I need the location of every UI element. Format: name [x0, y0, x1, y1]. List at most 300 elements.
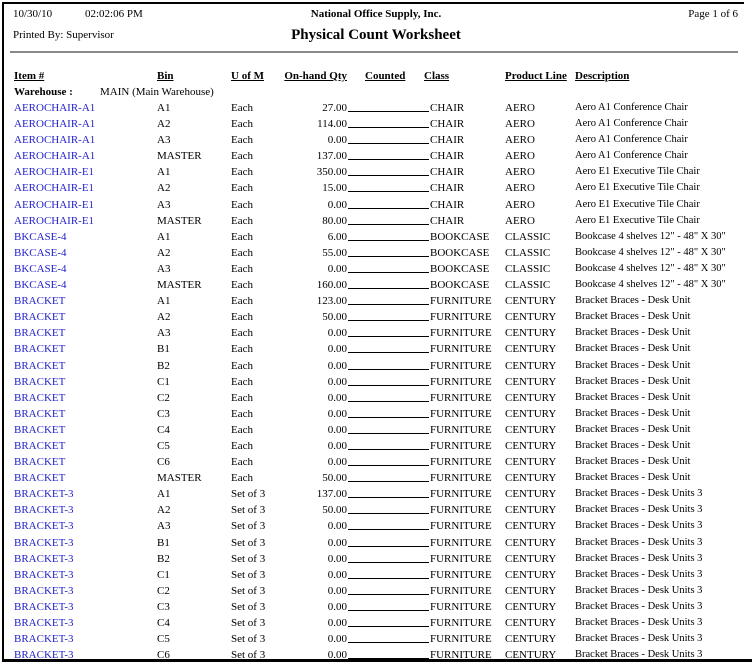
item-link[interactable]: BKCASE-4: [14, 279, 67, 292]
product-line-cell: AERO: [505, 182, 535, 195]
product-line-cell: CENTURY: [505, 456, 557, 469]
counted-cell: [347, 341, 430, 357]
class-cell: FURNITURE: [430, 536, 492, 549]
bin-cell: C3: [157, 600, 170, 613]
description-cell: Bookcase 4 shelves 12" - 48" X 30": [575, 262, 726, 274]
counted-cell: [347, 486, 430, 502]
uom-cell: Set of 3: [231, 520, 266, 533]
item-link[interactable]: AEROCHAIR-E1: [14, 182, 95, 195]
description-cell: Bracket Braces - Desk Unit: [575, 343, 691, 355]
counted-cell: [347, 551, 430, 567]
counted-write-in-line: [348, 374, 429, 386]
printed-by: Printed By: Supervisor: [13, 29, 114, 41]
counted-write-in-line: [348, 470, 429, 482]
product-line-cell: CENTURY: [505, 617, 557, 629]
item-link[interactable]: BRACKET: [14, 295, 66, 308]
item-link[interactable]: BRACKET-3: [14, 488, 74, 501]
item-link[interactable]: BRACKET: [14, 407, 66, 420]
item-link[interactable]: BRACKET: [14, 472, 66, 485]
onhand-qty-cell: 50.00: [322, 311, 347, 324]
product-line-cell: CENTURY: [505, 295, 557, 308]
table-row: [0, 148, 752, 164]
item-link[interactable]: BKCASE-4: [14, 246, 67, 259]
product-line-cell: CENTURY: [505, 633, 557, 646]
uom-cell: Each: [231, 279, 253, 292]
warehouse-value: MAIN (Main Warehouse): [100, 86, 214, 98]
table-row: [0, 647, 752, 663]
class-cell: FURNITURE: [430, 649, 492, 662]
table-row: [0, 486, 752, 502]
table-row: [0, 502, 752, 518]
counted-cell: [347, 502, 430, 518]
counted-cell: [347, 406, 430, 422]
uom-cell: Each: [231, 423, 253, 436]
item-link[interactable]: BRACKET: [14, 423, 66, 436]
uom-cell: Each: [231, 375, 253, 388]
counted-cell: [347, 631, 430, 647]
description-cell: Aero E1 Executive Tile Chair: [575, 214, 700, 226]
counted-write-in-line: [348, 213, 429, 225]
bin-cell: C2: [157, 584, 170, 597]
item-link[interactable]: BRACKET: [14, 439, 66, 452]
report-date: 10/30/10: [13, 8, 53, 20]
description-cell: Bracket Braces - Desk Units 3: [575, 584, 703, 596]
uom-cell: Set of 3: [231, 633, 266, 646]
table-row: [0, 116, 752, 132]
class-cell: BOOKCASE: [430, 279, 490, 292]
counted-cell: [347, 100, 430, 116]
onhand-qty-cell: 80.00: [322, 214, 347, 227]
item-link[interactable]: BRACKET-3: [14, 536, 74, 549]
column-header-product-line: Product Line: [505, 70, 567, 82]
bin-cell: MASTER: [157, 214, 202, 227]
class-cell: FURNITURE: [430, 423, 492, 436]
class-cell: CHAIR: [430, 182, 465, 195]
bin-cell: A2: [157, 504, 171, 517]
item-link[interactable]: BRACKET-3: [14, 552, 74, 565]
bin-cell: A3: [157, 327, 171, 340]
uom-cell: Set of 3: [231, 488, 266, 501]
product-line-cell: CENTURY: [505, 520, 557, 533]
counted-cell: [347, 518, 430, 534]
counted-cell: [347, 180, 430, 196]
description-cell: Bracket Braces - Desk Unit: [575, 311, 691, 323]
item-link[interactable]: AEROCHAIR-E1: [14, 198, 95, 211]
counted-cell: [347, 470, 430, 486]
bin-cell: B2: [157, 552, 170, 565]
bin-cell: C1: [157, 375, 170, 388]
class-cell: FURNITURE: [430, 456, 492, 469]
column-header-uom: U of M: [231, 70, 264, 82]
bin-cell: A3: [157, 520, 171, 533]
table-row: [0, 374, 752, 390]
onhand-qty-cell: 0.00: [327, 617, 347, 629]
item-link[interactable]: AEROCHAIR-A1: [14, 102, 96, 114]
bin-cell: MASTER: [157, 279, 202, 292]
bin-cell: C2: [157, 391, 170, 404]
counted-cell: [347, 229, 430, 245]
table-row: [0, 518, 752, 534]
counted-cell: [347, 615, 430, 631]
uom-cell: Each: [231, 230, 253, 243]
counted-write-in-line: [348, 341, 429, 353]
table-row: [0, 245, 752, 261]
item-link[interactable]: BRACKET-3: [14, 504, 74, 517]
onhand-qty-cell: 0.00: [327, 552, 347, 565]
table-row: [0, 309, 752, 325]
product-line-cell: CENTURY: [505, 423, 557, 436]
product-line-cell: CENTURY: [505, 584, 557, 597]
counted-write-in-line: [348, 583, 429, 595]
bin-cell: C4: [157, 423, 170, 436]
uom-cell: Each: [231, 214, 253, 227]
bin-cell: B1: [157, 536, 170, 549]
table-row: [0, 551, 752, 567]
bin-cell: A2: [157, 182, 171, 195]
counted-cell: [347, 535, 430, 551]
item-link[interactable]: AEROCHAIR-A1: [14, 150, 96, 163]
counted-write-in-line: [348, 502, 429, 514]
description-cell: Bracket Braces - Desk Units 3: [575, 552, 703, 564]
class-cell: FURNITURE: [430, 407, 492, 420]
table-row: [0, 197, 752, 213]
counted-cell: [347, 374, 430, 390]
class-cell: FURNITURE: [430, 439, 492, 452]
counted-cell: [347, 647, 430, 663]
counted-write-in-line: [348, 197, 429, 209]
table-row: [0, 567, 752, 583]
table-row: [0, 293, 752, 309]
table-row: [0, 164, 752, 180]
table-row: [0, 180, 752, 196]
product-line-cell: CENTURY: [505, 600, 557, 613]
onhand-qty-cell: 15.00: [322, 182, 347, 195]
counted-write-in-line: [348, 535, 429, 547]
counted-write-in-line: [348, 518, 429, 530]
uom-cell: Each: [231, 343, 253, 356]
uom-cell: Set of 3: [231, 536, 266, 549]
counted-write-in-line: [348, 309, 429, 321]
class-cell: CHAIR: [430, 102, 465, 114]
class-cell: FURNITURE: [430, 311, 492, 324]
column-header-class: Class: [424, 70, 450, 82]
onhand-qty-cell: 55.00: [322, 246, 347, 259]
counted-write-in-line: [348, 486, 429, 498]
counted-cell: [347, 213, 430, 229]
item-link[interactable]: BRACKET-3: [14, 617, 74, 629]
description-cell: Bracket Braces - Desk Unit: [575, 391, 691, 403]
onhand-qty-cell: 0.00: [327, 375, 347, 388]
product-line-cell: CENTURY: [505, 568, 557, 581]
counted-cell: [347, 422, 430, 438]
onhand-qty-cell: 123.00: [316, 295, 347, 308]
description-cell: Aero A1 Conference Chair: [575, 102, 688, 113]
table-row: [0, 261, 752, 277]
onhand-qty-cell: 350.00: [316, 166, 347, 179]
table-row: [0, 358, 752, 374]
bin-cell: A1: [157, 295, 171, 308]
product-line-cell: AERO: [505, 102, 535, 114]
item-link[interactable]: BRACKET: [14, 343, 66, 356]
product-line-cell: CENTURY: [505, 359, 557, 372]
counted-write-in-line: [348, 551, 429, 563]
onhand-qty-cell: 0.00: [327, 456, 347, 469]
counted-cell: [347, 148, 430, 164]
counted-cell: [347, 277, 430, 293]
column-header-counted: Counted: [365, 70, 406, 82]
description-cell: Aero E1 Executive Tile Chair: [575, 182, 700, 194]
table-row: [0, 406, 752, 422]
table-row: [0, 470, 752, 486]
counted-write-in-line: [348, 180, 429, 192]
class-cell: FURNITURE: [430, 552, 492, 565]
counted-cell: [347, 261, 430, 277]
counted-write-in-line: [348, 647, 429, 659]
counted-cell: [347, 599, 430, 615]
counted-write-in-line: [348, 164, 429, 176]
class-cell: CHAIR: [430, 198, 465, 211]
bin-cell: C1: [157, 568, 170, 581]
description-cell: Bracket Braces - Desk Units 3: [575, 617, 703, 628]
bin-cell: B2: [157, 359, 170, 372]
onhand-qty-cell: 0.00: [327, 439, 347, 452]
description-cell: Bracket Braces - Desk Units 3: [575, 568, 703, 580]
onhand-qty-cell: 50.00: [322, 472, 347, 485]
class-cell: FURNITURE: [430, 359, 492, 372]
bin-cell: A1: [157, 166, 171, 179]
onhand-qty-cell: 0.00: [327, 568, 347, 581]
counted-write-in-line: [348, 132, 429, 144]
class-cell: FURNITURE: [430, 617, 492, 629]
description-cell: Bracket Braces - Desk Units 3: [575, 488, 703, 500]
report-title: Physical Count Worksheet: [291, 27, 461, 43]
counted-write-in-line: [348, 277, 429, 289]
counted-cell: [347, 454, 430, 470]
bin-cell: C6: [157, 649, 170, 662]
product-line-cell: AERO: [505, 118, 535, 131]
description-cell: Bracket Braces - Desk Units 3: [575, 520, 703, 532]
class-cell: BOOKCASE: [430, 246, 490, 259]
description-cell: Bookcase 4 shelves 12" - 48" X 30": [575, 279, 726, 291]
counted-write-in-line: [348, 358, 429, 370]
page-number: Page 1 of 6: [688, 8, 738, 20]
class-cell: FURNITURE: [430, 520, 492, 533]
uom-cell: Each: [231, 359, 253, 372]
item-link[interactable]: BRACKET: [14, 391, 66, 404]
class-cell: FURNITURE: [430, 584, 492, 597]
class-cell: CHAIR: [430, 118, 465, 131]
page-border-top: [2, 2, 744, 4]
description-cell: Aero E1 Executive Tile Chair: [575, 198, 700, 210]
uom-cell: Each: [231, 472, 253, 485]
product-line-cell: CENTURY: [505, 504, 557, 517]
table-row: [0, 277, 752, 293]
counted-write-in-line: [348, 245, 429, 257]
class-cell: FURNITURE: [430, 472, 492, 485]
counted-cell: [347, 358, 430, 374]
counted-cell: [347, 197, 430, 213]
description-cell: Aero E1 Executive Tile Chair: [575, 166, 700, 178]
product-line-cell: CLASSIC: [505, 246, 551, 259]
bin-cell: C5: [157, 633, 170, 646]
counted-cell: [347, 567, 430, 583]
uom-cell: Each: [231, 166, 253, 179]
uom-cell: Set of 3: [231, 584, 266, 597]
uom-cell: Each: [231, 182, 253, 195]
product-line-cell: CENTURY: [505, 536, 557, 549]
uom-cell: Each: [231, 295, 253, 308]
counted-cell: [347, 164, 430, 180]
class-cell: FURNITURE: [430, 504, 492, 517]
bin-cell: MASTER: [157, 150, 202, 163]
uom-cell: Each: [231, 456, 253, 469]
worksheet-rows: [0, 100, 752, 663]
class-cell: CHAIR: [430, 150, 465, 163]
bin-cell: B1: [157, 343, 170, 356]
product-line-cell: AERO: [505, 198, 535, 211]
description-cell: Bracket Braces - Desk Units 3: [575, 633, 703, 645]
item-link[interactable]: BRACKET-3: [14, 649, 74, 662]
bin-cell: A2: [157, 118, 171, 131]
item-link[interactable]: BKCASE-4: [14, 230, 67, 243]
description-cell: Bracket Braces - Desk Unit: [575, 327, 691, 339]
uom-cell: Each: [231, 327, 253, 340]
product-line-cell: CENTURY: [505, 488, 557, 501]
uom-cell: Set of 3: [231, 617, 266, 629]
item-link[interactable]: BRACKET-3: [14, 584, 74, 597]
class-cell: FURNITURE: [430, 488, 492, 501]
bin-cell: C6: [157, 456, 170, 469]
bin-cell: C5: [157, 439, 170, 452]
uom-cell: Each: [231, 391, 253, 404]
onhand-qty-cell: 0.00: [327, 359, 347, 372]
product-line-cell: CENTURY: [505, 407, 557, 420]
bin-cell: A1: [157, 230, 171, 243]
counted-write-in-line: [348, 438, 429, 450]
product-line-cell: CENTURY: [505, 439, 557, 452]
uom-cell: Set of 3: [231, 649, 266, 662]
counted-cell: [347, 293, 430, 309]
counted-write-in-line: [348, 325, 429, 337]
item-link[interactable]: AEROCHAIR-E1: [14, 166, 95, 179]
onhand-qty-cell: 0.00: [327, 536, 347, 549]
table-row: [0, 454, 752, 470]
description-cell: Bracket Braces - Desk Units 3: [575, 536, 703, 548]
description-cell: Aero A1 Conference Chair: [575, 118, 688, 130]
item-link[interactable]: AEROCHAIR-A1: [14, 118, 96, 131]
table-row: [0, 213, 752, 229]
counted-cell: [347, 583, 430, 599]
onhand-qty-cell: 0.00: [327, 407, 347, 420]
description-cell: Bookcase 4 shelves 12" - 48" X 30": [575, 246, 726, 258]
uom-cell: Set of 3: [231, 552, 266, 565]
onhand-qty-cell: 0.00: [327, 343, 347, 356]
description-cell: Aero A1 Conference Chair: [575, 150, 688, 162]
onhand-qty-cell: 114.00: [317, 118, 347, 131]
counted-cell: [347, 116, 430, 132]
counted-cell: [347, 245, 430, 261]
item-link[interactable]: BRACKET: [14, 311, 66, 324]
product-line-cell: AERO: [505, 134, 535, 147]
item-link[interactable]: BRACKET: [14, 327, 66, 340]
item-link[interactable]: AEROCHAIR-E1: [14, 214, 95, 227]
uom-cell: Each: [231, 439, 253, 452]
item-link[interactable]: BRACKET: [14, 456, 66, 469]
description-cell: Bracket Braces - Desk Unit: [575, 472, 691, 484]
item-link[interactable]: BRACKET-3: [14, 600, 74, 613]
description-cell: Bracket Braces - Desk Unit: [575, 375, 691, 387]
class-cell: FURNITURE: [430, 633, 492, 646]
bin-cell: C3: [157, 407, 170, 420]
company-name: National Office Supply, Inc.: [310, 8, 442, 20]
table-row: [0, 422, 752, 438]
class-cell: CHAIR: [430, 166, 465, 179]
bin-cell: A3: [157, 134, 171, 147]
onhand-qty-cell: 0.00: [327, 391, 347, 404]
item-link[interactable]: BKCASE-4: [14, 262, 67, 275]
description-cell: Bracket Braces - Desk Units 3: [575, 504, 703, 516]
table-row: [0, 341, 752, 357]
description-cell: Bracket Braces - Desk Unit: [575, 439, 691, 451]
table-row: [0, 615, 752, 631]
item-link[interactable]: BRACKET-3: [14, 568, 74, 581]
onhand-qty-cell: 0.00: [327, 600, 347, 613]
uom-cell: Each: [231, 311, 253, 324]
counted-cell: [347, 325, 430, 341]
item-link[interactable]: BRACKET: [14, 375, 66, 388]
counted-write-in-line: [348, 229, 429, 241]
class-cell: FURNITURE: [430, 391, 492, 404]
item-link[interactable]: BRACKET-3: [14, 520, 74, 533]
onhand-qty-cell: 0.00: [327, 633, 347, 646]
uom-cell: Set of 3: [231, 600, 266, 613]
description-cell: Aero A1 Conference Chair: [575, 134, 688, 146]
product-line-cell: CLASSIC: [505, 262, 551, 275]
onhand-qty-cell: 0.00: [327, 134, 347, 147]
product-line-cell: CLASSIC: [505, 230, 551, 243]
counted-write-in-line: [348, 454, 429, 466]
uom-cell: Each: [231, 198, 253, 211]
counted-write-in-line: [348, 615, 429, 627]
counted-cell: [347, 438, 430, 454]
bin-cell: A2: [157, 246, 171, 259]
report-time: 02:02:06 PM: [85, 8, 143, 20]
onhand-qty-cell: 6.00: [327, 230, 347, 243]
item-link[interactable]: BRACKET-3: [14, 633, 74, 646]
item-link[interactable]: BRACKET: [14, 359, 66, 372]
table-row: [0, 535, 752, 551]
product-line-cell: CENTURY: [505, 472, 557, 485]
onhand-qty-cell: 50.00: [322, 504, 347, 517]
counted-cell: [347, 309, 430, 325]
uom-cell: Each: [231, 262, 253, 275]
description-cell: Bracket Braces - Desk Unit: [575, 359, 691, 371]
onhand-qty-cell: 0.00: [327, 584, 347, 597]
counted-write-in-line: [348, 599, 429, 611]
class-cell: FURNITURE: [430, 327, 492, 340]
class-cell: CHAIR: [430, 214, 465, 227]
class-cell: FURNITURE: [430, 343, 492, 356]
class-cell: FURNITURE: [430, 600, 492, 613]
table-row: [0, 390, 752, 406]
uom-cell: Set of 3: [231, 568, 266, 581]
item-link[interactable]: AEROCHAIR-A1: [14, 134, 96, 147]
table-row: [0, 100, 752, 116]
onhand-qty-cell: 0.00: [327, 198, 347, 211]
bin-cell: A3: [157, 262, 171, 275]
description-cell: Bracket Braces - Desk Unit: [575, 295, 691, 307]
uom-cell: Each: [231, 102, 253, 114]
